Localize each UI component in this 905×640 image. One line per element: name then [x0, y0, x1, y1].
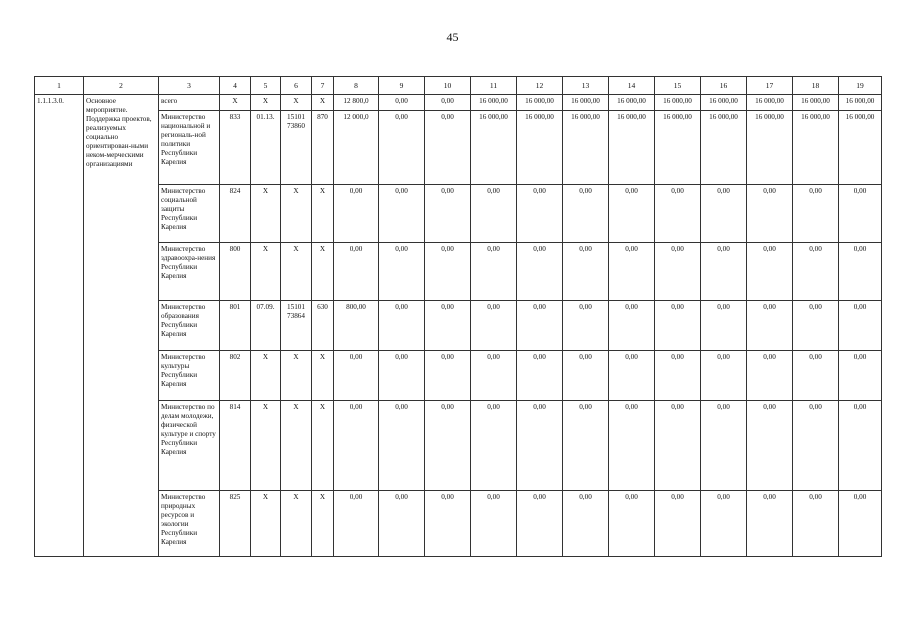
- amount-cell-col-8: 12 000,0: [334, 111, 379, 185]
- activity-code: 1.1.1.3.0.: [35, 95, 84, 557]
- amount-cell-col-12: 0,00: [517, 401, 563, 491]
- column-header-8: 8: [334, 77, 379, 95]
- table-row: [35, 401, 882, 491]
- amount-cell-col-15: 0,00: [655, 243, 701, 301]
- amount-cell-col-16: 0,00: [701, 401, 747, 491]
- amount-cell-col-19: 0,00: [839, 401, 882, 491]
- amount-cell-col-18: 16 000,00: [793, 111, 839, 185]
- grbs-code: 824: [220, 185, 251, 243]
- amount-cell-col-14: 0,00: [609, 185, 655, 243]
- column-header-4: 4: [220, 77, 251, 95]
- amount-cell-col-17: 0,00: [747, 401, 793, 491]
- amount-cell-col-14: 16 000,00: [609, 111, 655, 185]
- amount-cell-col-13: 0,00: [563, 401, 609, 491]
- expense-type-code: X: [312, 243, 334, 301]
- amount-cell-col-19: 0,00: [839, 243, 882, 301]
- target-article-code: 15101 73860: [281, 111, 312, 185]
- amount-cell-col-17: 16 000,00: [747, 111, 793, 185]
- amount-cell-col-9: 0,00: [379, 185, 425, 243]
- amount-cell-col-10: 0,00: [425, 95, 471, 111]
- amount-cell-col-10: 0,00: [425, 301, 471, 351]
- amount-cell-col-10: 0,00: [425, 401, 471, 491]
- column-header-2: 2: [84, 77, 159, 95]
- grbs-code: X: [220, 95, 251, 111]
- column-header-12: 12: [517, 77, 563, 95]
- grbs-code: 814: [220, 401, 251, 491]
- amount-cell-col-13: 0,00: [563, 243, 609, 301]
- amount-cell-col-12: 16 000,00: [517, 95, 563, 111]
- grbs-code: 833: [220, 111, 251, 185]
- section-code: X: [251, 491, 281, 557]
- executor-name: всего: [159, 95, 220, 111]
- amount-cell-col-16: 16 000,00: [701, 111, 747, 185]
- amount-cell-col-8: 800,00: [334, 301, 379, 351]
- amount-cell-col-8: 0,00: [334, 351, 379, 401]
- page-number: 45: [446, 30, 459, 44]
- amount-cell-col-19: 0,00: [839, 301, 882, 351]
- amount-cell-col-9: 0,00: [379, 95, 425, 111]
- expense-type-code: X: [312, 185, 334, 243]
- column-header-13: 13: [563, 77, 609, 95]
- amount-cell-col-11: 0,00: [471, 351, 517, 401]
- table-body: [35, 95, 882, 557]
- amount-cell-col-19: 0,00: [839, 185, 882, 243]
- column-header-15: 15: [655, 77, 701, 95]
- section-code: X: [251, 185, 281, 243]
- amount-cell-col-15: 0,00: [655, 351, 701, 401]
- amount-cell-col-15: 16 000,00: [655, 111, 701, 185]
- column-header-6: 6: [281, 77, 312, 95]
- activity-title: Основное мероприятие. Поддержка проектов, реализуемых социально ориентирован-ными неком-мерческими организациями: [84, 95, 159, 557]
- amount-cell-col-15: 0,00: [655, 185, 701, 243]
- column-header-14: 14: [609, 77, 655, 95]
- amount-cell-col-12: 0,00: [517, 351, 563, 401]
- target-article-code: X: [281, 95, 312, 111]
- amount-cell-col-14: 0,00: [609, 301, 655, 351]
- amount-cell-col-19: 0,00: [839, 491, 882, 557]
- table-row: [35, 351, 882, 401]
- expense-type-code: 870: [312, 111, 334, 185]
- expense-type-code: X: [312, 95, 334, 111]
- column-header-18: 18: [793, 77, 839, 95]
- header-row: [35, 77, 882, 95]
- amount-cell-col-18: 16 000,00: [793, 95, 839, 111]
- amount-cell-col-13: 16 000,00: [563, 111, 609, 185]
- expense-type-code: X: [312, 401, 334, 491]
- column-header-7: 7: [312, 77, 334, 95]
- target-article-code: X: [281, 401, 312, 491]
- amount-cell-col-15: 0,00: [655, 491, 701, 557]
- executor-name: Министерство национальной и региональ-ной политики Республики Карелия: [159, 111, 220, 185]
- amount-cell-col-11: 0,00: [471, 491, 517, 557]
- amount-cell-col-8: 12 800,0: [334, 95, 379, 111]
- amount-cell-col-19: 0,00: [839, 351, 882, 401]
- column-header-9: 9: [379, 77, 425, 95]
- table-row: [35, 111, 882, 185]
- grbs-code: 800: [220, 243, 251, 301]
- amount-cell-col-16: 0,00: [701, 351, 747, 401]
- amount-cell-col-16: 0,00: [701, 301, 747, 351]
- amount-cell-col-18: 0,00: [793, 491, 839, 557]
- amount-cell-col-16: 0,00: [701, 243, 747, 301]
- target-article-code: X: [281, 243, 312, 301]
- amount-cell-col-12: 0,00: [517, 301, 563, 351]
- amount-cell-col-14: 0,00: [609, 491, 655, 557]
- section-code: 07.09.: [251, 301, 281, 351]
- amount-cell-col-17: 0,00: [747, 491, 793, 557]
- executor-name: Министерство образования Республики Карелия: [159, 301, 220, 351]
- amount-cell-col-9: 0,00: [379, 351, 425, 401]
- amount-cell-col-9: 0,00: [379, 111, 425, 185]
- amount-cell-col-8: 0,00: [334, 491, 379, 557]
- budget-table: [34, 76, 882, 557]
- executor-name: Министерство здравоохра-нения Республики Карелия: [159, 243, 220, 301]
- amount-cell-col-19: 16 000,00: [839, 111, 882, 185]
- amount-cell-col-19: 16 000,00: [839, 95, 882, 111]
- amount-cell-col-16: 16 000,00: [701, 95, 747, 111]
- table-row: [35, 491, 882, 557]
- amount-cell-col-9: 0,00: [379, 491, 425, 557]
- amount-cell-col-10: 0,00: [425, 243, 471, 301]
- amount-cell-col-18: 0,00: [793, 185, 839, 243]
- expense-type-code: X: [312, 491, 334, 557]
- amount-cell-col-17: 0,00: [747, 351, 793, 401]
- expense-type-code: X: [312, 351, 334, 401]
- amount-cell-col-12: 0,00: [517, 243, 563, 301]
- amount-cell-col-11: 0,00: [471, 301, 517, 351]
- target-article-code: 15101 73864: [281, 301, 312, 351]
- amount-cell-col-17: 16 000,00: [747, 95, 793, 111]
- amount-cell-col-8: 0,00: [334, 243, 379, 301]
- table-row: [35, 95, 882, 111]
- amount-cell-col-11: 16 000,00: [471, 111, 517, 185]
- amount-cell-col-12: 0,00: [517, 491, 563, 557]
- amount-cell-col-15: 16 000,00: [655, 95, 701, 111]
- section-code: X: [251, 95, 281, 111]
- grbs-code: 802: [220, 351, 251, 401]
- executor-name: Министерство социальной защиты Республики Карелия: [159, 185, 220, 243]
- amount-cell-col-14: 0,00: [609, 351, 655, 401]
- column-header-3: 3: [159, 77, 220, 95]
- amount-cell-col-13: 0,00: [563, 351, 609, 401]
- amount-cell-col-14: 0,00: [609, 243, 655, 301]
- amount-cell-col-9: 0,00: [379, 301, 425, 351]
- amount-cell-col-15: 0,00: [655, 301, 701, 351]
- section-code: X: [251, 351, 281, 401]
- target-article-code: X: [281, 491, 312, 557]
- amount-cell-col-11: 16 000,00: [471, 95, 517, 111]
- table-row: [35, 243, 882, 301]
- executor-name: Министерство культуры Республики Карелия: [159, 351, 220, 401]
- amount-cell-col-16: 0,00: [701, 491, 747, 557]
- column-header-1: 1: [35, 77, 84, 95]
- amount-cell-col-18: 0,00: [793, 401, 839, 491]
- section-code: X: [251, 243, 281, 301]
- amount-cell-col-10: 0,00: [425, 111, 471, 185]
- amount-cell-col-10: 0,00: [425, 351, 471, 401]
- amount-cell-col-11: 0,00: [471, 401, 517, 491]
- amount-cell-col-17: 0,00: [747, 185, 793, 243]
- table-row: [35, 185, 882, 243]
- amount-cell-col-18: 0,00: [793, 301, 839, 351]
- amount-cell-col-13: 0,00: [563, 491, 609, 557]
- expense-type-code: 630: [312, 301, 334, 351]
- amount-cell-col-10: 0,00: [425, 491, 471, 557]
- amount-cell-col-18: 0,00: [793, 243, 839, 301]
- grbs-code: 825: [220, 491, 251, 557]
- column-header-19: 19: [839, 77, 882, 95]
- target-article-code: X: [281, 351, 312, 401]
- amount-cell-col-18: 0,00: [793, 351, 839, 401]
- column-header-16: 16: [701, 77, 747, 95]
- amount-cell-col-13: 0,00: [563, 301, 609, 351]
- amount-cell-col-12: 0,00: [517, 185, 563, 243]
- amount-cell-col-13: 0,00: [563, 185, 609, 243]
- executor-name: Министерство по делам молодежи, физической культуре и спорту Республики Карелия: [159, 401, 220, 491]
- column-header-5: 5: [251, 77, 281, 95]
- amount-cell-col-14: 16 000,00: [609, 95, 655, 111]
- section-code: 01.13.: [251, 111, 281, 185]
- column-header-17: 17: [747, 77, 793, 95]
- amount-cell-col-17: 0,00: [747, 301, 793, 351]
- amount-cell-col-11: 0,00: [471, 185, 517, 243]
- amount-cell-col-8: 0,00: [334, 401, 379, 491]
- amount-cell-col-10: 0,00: [425, 185, 471, 243]
- amount-cell-col-17: 0,00: [747, 243, 793, 301]
- amount-cell-col-9: 0,00: [379, 243, 425, 301]
- amount-cell-col-16: 0,00: [701, 185, 747, 243]
- target-article-code: X: [281, 185, 312, 243]
- table-row: [35, 301, 882, 351]
- grbs-code: 801: [220, 301, 251, 351]
- executor-name: Министерство природных ресурсов и экологии Республики Карелия: [159, 491, 220, 557]
- amount-cell-col-8: 0,00: [334, 185, 379, 243]
- column-header-10: 10: [425, 77, 471, 95]
- amount-cell-col-11: 0,00: [471, 243, 517, 301]
- section-code: X: [251, 401, 281, 491]
- amount-cell-col-15: 0,00: [655, 401, 701, 491]
- amount-cell-col-14: 0,00: [609, 401, 655, 491]
- amount-cell-col-9: 0,00: [379, 401, 425, 491]
- column-header-11: 11: [471, 77, 517, 95]
- amount-cell-col-12: 16 000,00: [517, 111, 563, 185]
- amount-cell-col-13: 16 000,00: [563, 95, 609, 111]
